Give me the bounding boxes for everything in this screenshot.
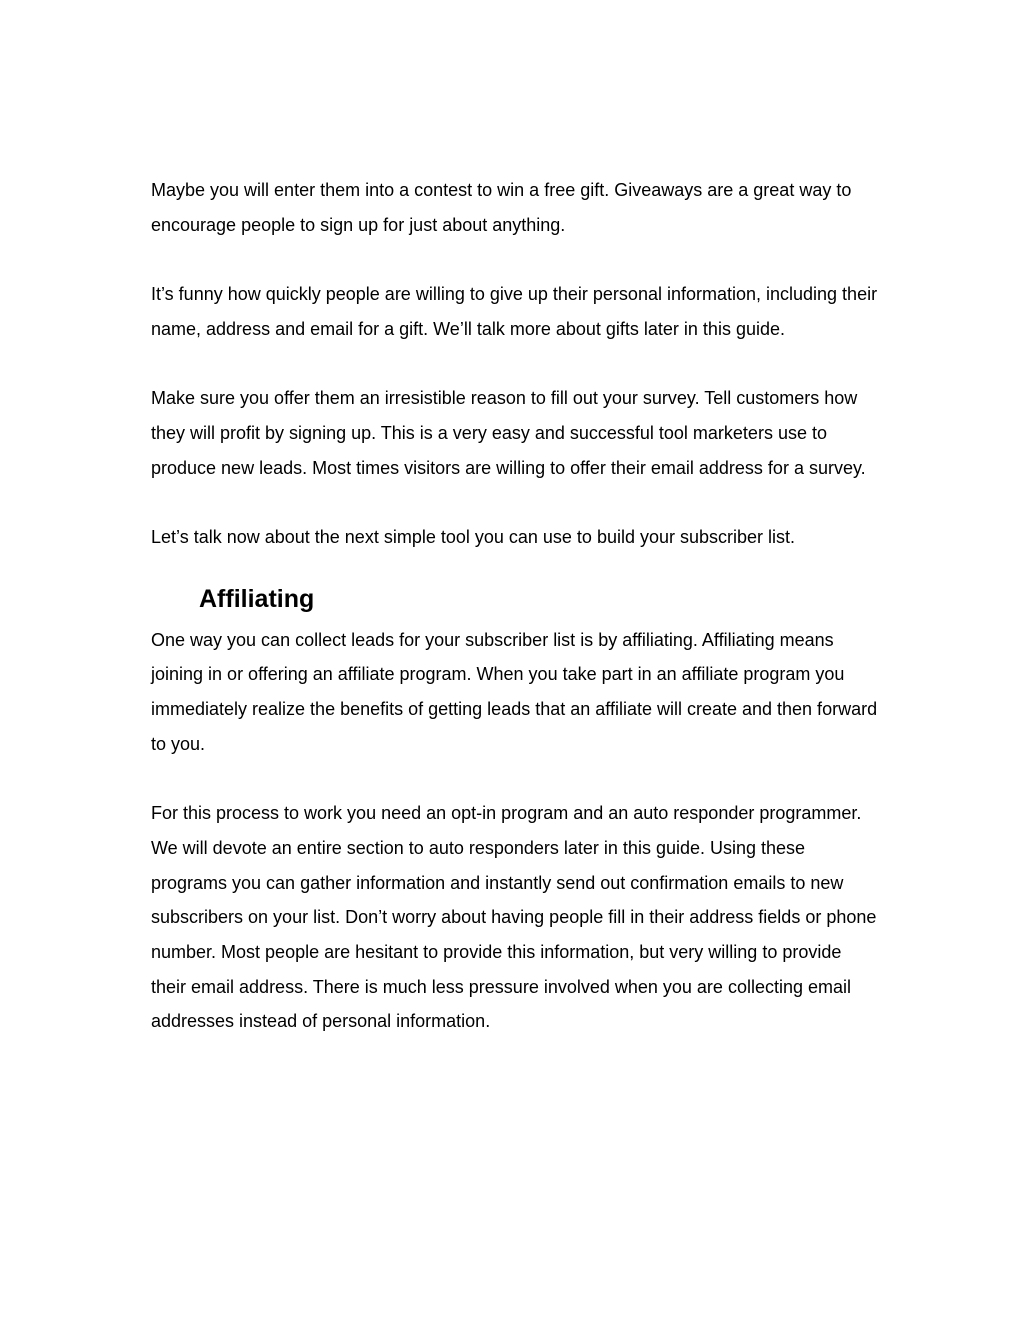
paragraph-affiliating-leads: One way you can collect leads for your subscriber list is by affiliating. Affiliating means joining in or offering an affiliate program. When you take part in an affiliate program you immediately realize the benefits of getting leads that an affiliate will create and then forward to you. bbox=[151, 629, 878, 754]
section-heading-affiliating: Affiliating bbox=[199, 584, 315, 613]
paragraph-opt-in-autoresponder: For this process to work you need an opt-in program and an auto responder programmer. We will devote an entire section to auto responders later in this guide. Using these programs you can gather information and instantly send out confirmation emails to new subscribers on your list. Don’t worry about having people fill in their address fields or phone number. Most people are hesitant to provide this information, but very willing to provide their email address. There is much less pressure involved when you are collecting email addresses instead of personal information. bbox=[151, 803, 877, 1032]
paragraph-personal-information: It’s funny how quickly people are willing to give up their personal information, including their name, address and email for a gift. We’ll talk more about gifts later in this guide. bbox=[151, 284, 878, 339]
paragraph-contest-giveaways: Maybe you will enter them into a contest to win a free gift. Giveaways are a great way to encourage people to sign up for just about anything. bbox=[151, 180, 852, 235]
paragraph-survey-reason: Make sure you offer them an irresistible reason to fill out your survey. Tell customers how they will profit by signing up. This is a very easy and successful tool marketers use to produce new leads. Most times visitors are willing to offer their email address for a survey. bbox=[151, 388, 866, 478]
document-page bbox=[151, 173, 881, 1039]
paragraph-next-tool: Let’s talk now about the next simple tool you can use to build your subscriber list. bbox=[151, 526, 796, 547]
